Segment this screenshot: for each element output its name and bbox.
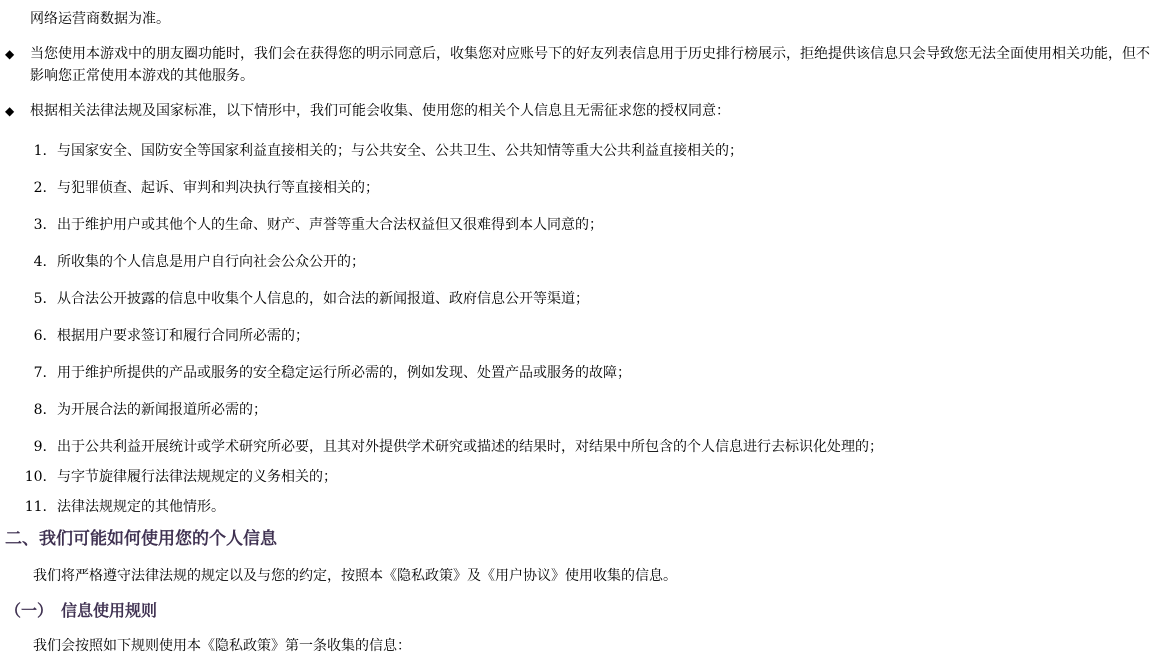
- list-item-text: 出于公共利益开展统计或学术研究所必要，且其对外提供学术研究或描述的结果时，对结果中所包含的个人信息进行去标识化处理的；: [57, 439, 883, 455]
- section-heading: 二、我们可能如何使用您的个人信息: [5, 529, 277, 549]
- numbered-list-item: [5, 496, 1161, 518]
- list-item-number: 5.: [33, 291, 47, 307]
- bullet-list: [5, 43, 1161, 122]
- paragraph-continuation: 网络运营商数据为准。: [30, 11, 170, 27]
- section-intro-paragraph: 我们将严格遵守法律法规的规定以及与您的约定，按照本《隐私政策》及《用户协议》使用收集的信息。: [33, 568, 677, 584]
- list-item-text: 与字节旋律履行法律法规规定的义务相关的；: [57, 469, 337, 485]
- list-item-number: 9.: [33, 439, 47, 455]
- numbered-list: [5, 140, 1161, 518]
- numbered-list-item: [5, 288, 1161, 310]
- list-item-text: 用于维护所提供的产品或服务的安全稳定运行所必需的，例如发现、处置产品或服务的故障；: [57, 365, 631, 381]
- subsection-intro-paragraph: 我们会按照如下规则使用本《隐私政策》第一条收集的信息：: [33, 638, 411, 654]
- numbered-list-item: [5, 214, 1161, 236]
- numbered-list-item: [5, 140, 1161, 162]
- list-item-number: 7.: [33, 365, 47, 381]
- list-item-text: 与犯罪侦查、起诉、审判和判决执行等直接相关的；: [57, 180, 379, 196]
- list-item-text: 根据用户要求签订和履行合同所必需的；: [57, 328, 309, 344]
- numbered-list-item: [5, 251, 1161, 273]
- list-item-number: 1.: [33, 143, 47, 159]
- list-item-number: 4.: [33, 254, 47, 270]
- list-item-text: 法律法规规定的其他情形。: [57, 499, 225, 515]
- subsection-heading: （一） 信息使用规则: [5, 601, 158, 620]
- numbered-list-item: [5, 436, 1161, 458]
- bullet-text: 当您使用本游戏中的朋友圈功能时，我们会在获得您的明示同意后，收集您对应账号下的好友列表信息用于历史排行榜展示，拒绝提供该信息只会导致您无法全面使用相关功能，但不影响您正常使用本游戏的其他服务。: [30, 46, 1150, 84]
- list-item-number: 2.: [33, 180, 47, 196]
- list-item-number: 3.: [33, 217, 47, 233]
- list-item-text: 与国家安全、国防安全等国家利益直接相关的；与公共安全、公共卫生、公共知情等重大公共利益直接相关的；: [57, 143, 743, 159]
- numbered-list-item: [5, 325, 1161, 347]
- numbered-list-item: [5, 466, 1161, 488]
- list-item-text: 所收集的个人信息是用户自行向社会公众公开的；: [57, 254, 365, 270]
- list-item-number: 8.: [33, 402, 47, 418]
- bullet-paragraph: [5, 43, 1161, 87]
- list-item-number: 6.: [33, 328, 47, 344]
- diamond-bullet-icon: ◆: [5, 104, 15, 118]
- list-item-text: 为开展合法的新闻报道所必需的；: [57, 402, 267, 418]
- diamond-bullet-icon: ◆: [5, 47, 15, 61]
- list-item-text: 出于维护用户或其他个人的生命、财产、声誉等重大合法权益但又很难得到本人同意的；: [57, 217, 603, 233]
- list-item-number: 11.: [24, 499, 47, 515]
- bullet-text: 根据相关法律法规及国家标准，以下情形中，我们可能会收集、使用您的相关个人信息且无需征求您的授权同意：: [30, 103, 730, 119]
- bullet-paragraph: [5, 100, 1161, 122]
- list-item-number: 10.: [24, 469, 47, 485]
- numbered-list-item: [5, 362, 1161, 384]
- numbered-list-item: [5, 399, 1161, 421]
- list-item-text: 从合法公开披露的信息中收集个人信息的，如合法的新闻报道、政府信息公开等渠道；: [57, 291, 589, 307]
- numbered-list-item: [5, 177, 1161, 199]
